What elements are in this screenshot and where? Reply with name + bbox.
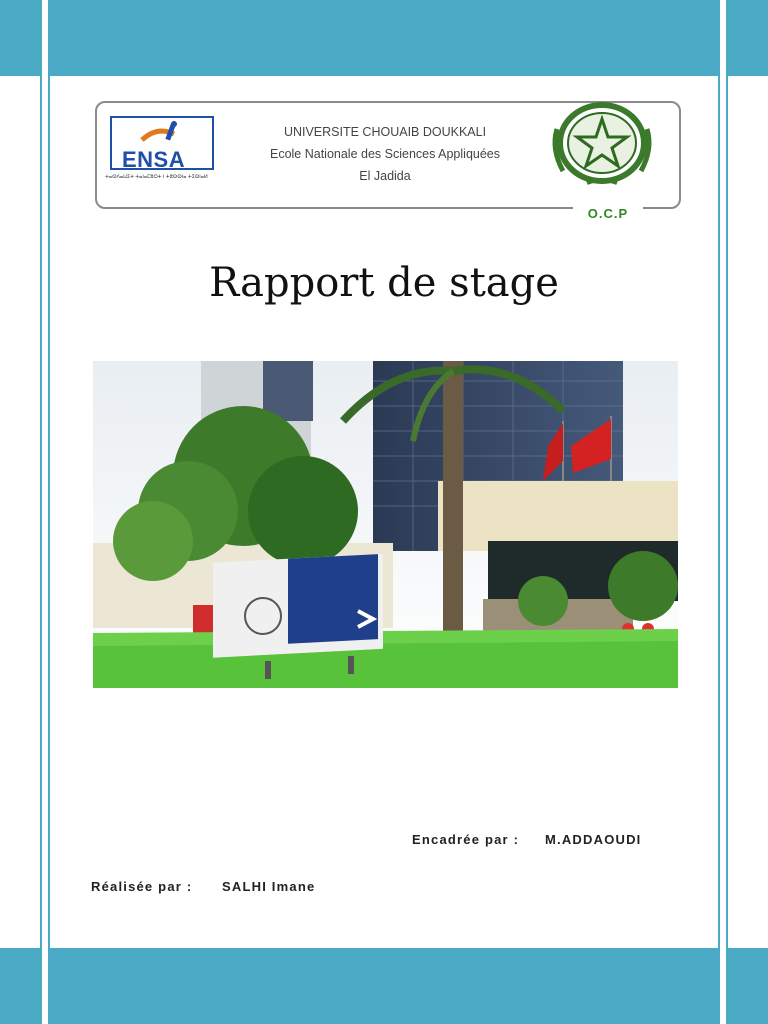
frame-line-left <box>40 0 42 1024</box>
ocp-label: O.C.P <box>573 204 643 224</box>
frame-line-left-inner <box>48 0 50 1024</box>
supervisor-label: Encadrée par : <box>412 832 520 847</box>
ensa-logo-subtext: ⵜⴰⵙⴷⴰⵡⵉⵜ ⵜⴰⵏⴰⵎⵓⵔⵜ ⵏ ⵜⵓⵙⵙⵏⴰ ⵜⵉⵙⵏⴰⵍ <box>105 174 208 180</box>
author-name: SALHI Imane <box>222 879 316 894</box>
ocp-emblem-icon <box>547 99 657 187</box>
headquarters-photo-graphic <box>93 361 678 688</box>
frame-line-right <box>726 0 728 1024</box>
author-label: Réalisée par : <box>91 879 193 894</box>
frame-bottom-band <box>50 948 718 1024</box>
university-name: UNIVERSITE CHOUAIB DOUKKALI <box>283 125 487 139</box>
supervisor-name: M.ADDAOUDI <box>545 832 642 847</box>
frame-corner-top-right <box>728 0 768 76</box>
frame-corner-bottom-left <box>0 948 40 1024</box>
page-title: Rapport de stage <box>209 260 559 306</box>
city-name: El Jadida <box>359 169 411 183</box>
ensa-logo-text: ENSA <box>122 147 186 172</box>
headquarters-photo <box>93 361 678 688</box>
ocp-emblem <box>547 99 657 187</box>
frame-top-band <box>50 0 718 76</box>
frame-corner-top-left <box>0 0 40 76</box>
university-block <box>240 121 530 187</box>
frame-line-right-inner <box>718 0 720 1024</box>
frame-corner-bottom-right <box>728 948 768 1024</box>
school-name: Ecole Nationale des Sciences Appliquées <box>269 147 500 161</box>
